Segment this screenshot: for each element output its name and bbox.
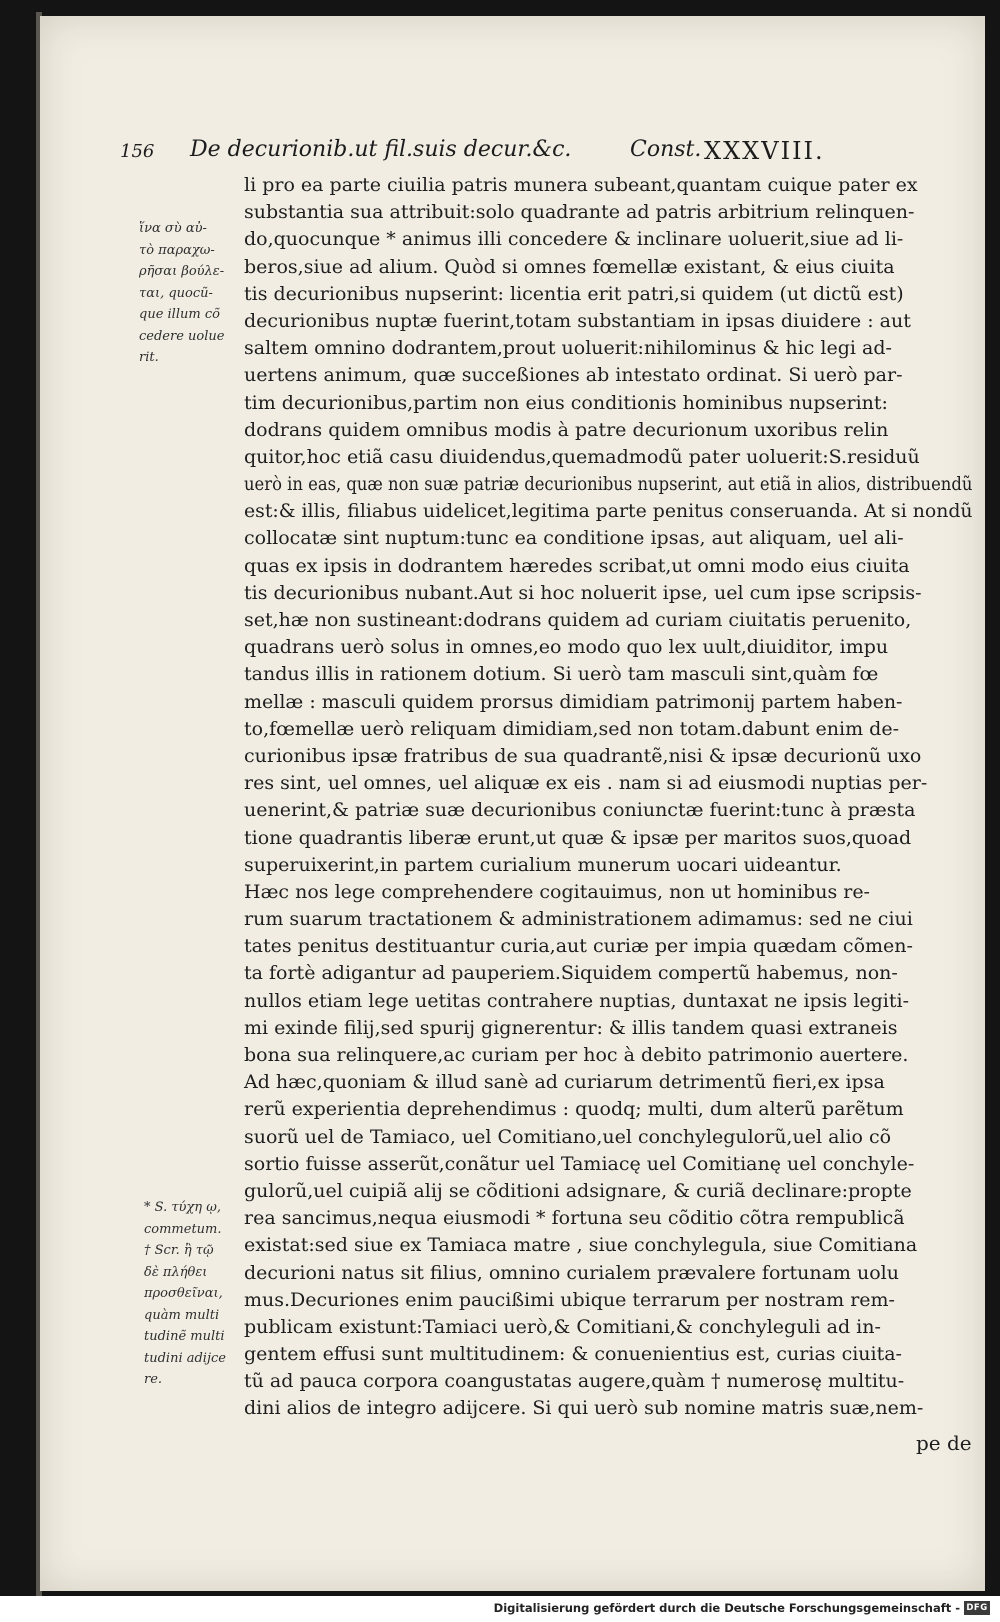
text-line: nullos etiam lege uetitas contrahere nuptias, duntaxat ne ipsis legiti- [244, 989, 910, 1012]
catchword: pe de [916, 1431, 972, 1455]
text-line: Ad hæc,quoniam & illud sanè ad curiarum detrimentũ fieri,ex ipsa [244, 1071, 885, 1094]
marginal-line: que illum cõ [139, 307, 220, 322]
constitution-number: XXXVIII. [704, 137, 825, 165]
text-line: dodrans quidem omnibus modis à patre decurionum uxoribus relin [244, 418, 889, 441]
footer-credit: Digitalisierung gefördert durch die Deutsche Forschungsgemeinschaft - [493, 1601, 960, 1615]
text-line: uerò in eas, quæ non suæ patriæ decurionibus nupserint, aut etiã in alios, distribuendũ [244, 473, 973, 496]
marginal-line: ρῆσαι βούλε- [139, 264, 225, 279]
marginal-line: * S. τύχη ῳ, [144, 1200, 221, 1215]
text-line: tũ ad pauca corpora coangustatas augere,quàm † numerosę multitu- [244, 1370, 905, 1393]
text-line: gentem effusi sunt multitudinem: & conuenientius est, curias ciuita- [244, 1343, 902, 1366]
text-line: quas ex ipsis in dodrantem hæredes scribat,ut omni modo eius ciuita [244, 554, 910, 577]
text-line: tis decurionibus nubant.Aut si hoc noluerit ipse, uel cum ipse scripsis- [244, 581, 922, 604]
text-line: uertens animum, quæ succeßiones ab intestato ordinat. Si uerò par- [244, 364, 903, 387]
text-line: dini alios de integro adijcere. Si qui uerò sub nomine matris suæ,nem- [244, 1397, 924, 1420]
text-line: bona sua relinquere,ac curiam per hoc à debito patrimonio auertere. [244, 1044, 909, 1066]
text-line: rerũ experientia deprehendimus : quodq; multi, dum alterũ parẽtum [244, 1098, 904, 1121]
text-line: li pro ea parte ciuilia patris munera subeant,quantam cuique pater ex [244, 174, 918, 196]
marginal-line: δὲ πλήθει [144, 1264, 208, 1280]
text-line: mi exinde filij,sed spurij gignerentur: & illis tandem quasi extraneis [244, 1016, 898, 1039]
text-line: quadrans uerò solus in omnes,eo modo quo lex uult,diuiditor, impu [244, 636, 889, 659]
text-line: est:& illis, filiabus uidelicet,legitima parte penitus conseruanda. At si nondũ [244, 500, 973, 523]
footer-bar [0, 1596, 1000, 1622]
marginal-line: cedere uolue [139, 328, 225, 344]
marginal-note-top [139, 218, 224, 369]
text-line: tis decurionibus nupserint: licentia erit patri,si quidem (ut dictũ est) [244, 282, 904, 305]
text-line: res sint, uel omnes, uel aliquæ ex eis . nam si ad eiusmodi nuptias per- [244, 772, 928, 795]
marginal-note-bottom [144, 1197, 226, 1391]
marginal-line: προσθεῖναι, [144, 1286, 223, 1301]
text-line: tates penitus destituantur curia,aut curiæ per impia quædam cõmen- [244, 935, 913, 958]
page-number: 156 [120, 141, 155, 162]
text-line: rea sancimus,nequa eiusmodi * fortuna seu cõditio cõtra rempublicã [244, 1207, 905, 1230]
text-line: quitor,hoc etiã casu diuidendus,quemadmodũ pater uoluerit:S.residuũ [244, 445, 920, 468]
marginal-line: tudinẽ multi [144, 1329, 225, 1344]
text-line: to,fœmellæ uerò reliquam dimidiam,sed non totam.dabunt enim de- [244, 717, 899, 740]
dfg-logo: DFG [964, 1601, 990, 1615]
text-line: decurionibus nuptæ fuerint,totam substantiam in ipsas diuidere : aut [244, 309, 911, 332]
marginal-line: commetum. [144, 1221, 222, 1237]
text-line: superuixerint,in partem curialium munerum uocari uideantur. [244, 853, 842, 876]
text-line: Hæc nos lege comprehendere cogitauimus, non ut hominibus re- [244, 880, 870, 903]
text-line: sortio fuisse asserũt,conãtur uel Tamiacę uel Comitianę uel conchyle- [244, 1152, 915, 1175]
text-line: tione quadrantis liberæ erunt,ut quæ & ipsæ per maritos suos,quoad [244, 826, 912, 849]
main-text-block [244, 172, 972, 1423]
text-line: suorũ uel de Tamiaco, uel Comitiano,uel conchylegulorũ,uel alio cõ [244, 1125, 892, 1148]
text-line: curionibus ipsæ fratribus de sua quadrantẽ,nisi & ipsæ decurionũ uxo [244, 744, 922, 767]
text-line: substantia sua attribuit:solo quadrante ad patris arbitrium relinquen- [244, 201, 915, 224]
running-title: De decurionib.ut fil.suis decur.&c. [190, 137, 572, 162]
text-line: mellæ : masculi quidem prorsus dimidiam patrimonij partem haben- [244, 690, 903, 713]
text-line: collocatæ sint nuptum:tunc ea conditione ipsas, aut aliquam, uel ali- [244, 527, 904, 550]
text-line: decurioni natus sit filius, omnino curialem prævalere fortunam uolu [244, 1261, 899, 1284]
marginal-line: ται, quocũ- [139, 285, 213, 301]
text-line: rum suarum tractationem & administrationem adimamus: sed ne ciui [244, 908, 913, 931]
text-line: beros,siue ad alium. Quòd si omnes fœmellæ existant, & eius ciuita [244, 255, 895, 278]
text-line: saltem omnino dodrantem,prout uoluerit:nihilominus & hic legi ad- [244, 337, 892, 360]
text-line: tandus illis in rationem dotium. Si uerò tam masculi sint,quàm fœ [244, 663, 879, 686]
text-line: ta fortè adigantur ad pauperiem.Siquidem compertũ habemus, non- [244, 962, 898, 985]
text-line: do,quocunque * animus illi concedere & inclinare uoluerit,siue ad li- [244, 228, 904, 251]
text-line: tim decurionibus,partim non eius conditionis hominibus nupserint: [244, 391, 888, 414]
page-header [120, 135, 890, 175]
text-line: mus.Decuriones enim paucißimi ubique terrarum per nostram rem- [244, 1288, 895, 1311]
text-line: publicam existunt:Tamiaci uerò,& Comitiani,& conchyleguli ad in- [244, 1315, 881, 1338]
marginal-line: ἵνα σὺ αὐ- [139, 221, 207, 236]
marginal-line: rit. [139, 350, 159, 365]
marginal-line: tudini adijce [144, 1350, 226, 1366]
text-line: uenerint,& patriæ suæ decurionibus coniunctæ fuerint:tunc à præsta [244, 799, 916, 822]
constitution-label: Const. [630, 137, 702, 162]
marginal-line: τὸ παραχω- [139, 242, 215, 258]
text-line: gulorũ,uel cuipiã alij se cõditioni adsignare, & curiã declinare:propte [244, 1179, 912, 1202]
text-line: set,hæ non sustineant:dodrans quidem ad curiam ciuitatis peruenito, [244, 609, 912, 631]
marginal-line: † Scr. ἢ τῷ [144, 1243, 214, 1258]
text-line: existat:sed siue ex Tamiaca matre , siue conchylegula, siue Comitiana [244, 1234, 918, 1257]
marginal-line: quàm multi [144, 1307, 220, 1323]
marginal-line: re. [144, 1372, 163, 1387]
